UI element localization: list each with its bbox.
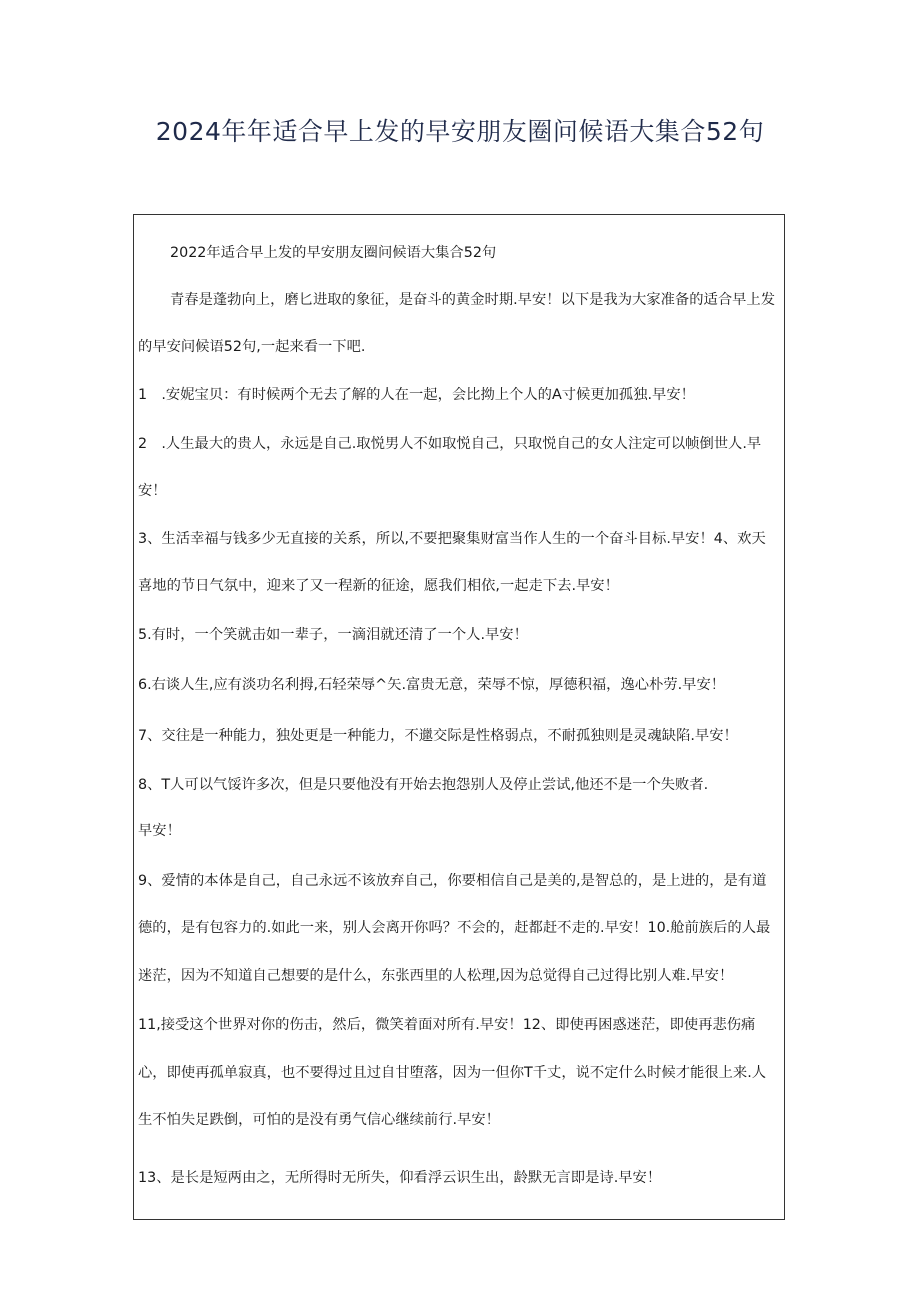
item-5-line: 5.有时，一个笑就击如一辈子，一滴泪就还清了一个人.早安！ [138,627,528,643]
item-3-line-1: 3、生活幸福与钱多少无直接的关系，所以,不要把聚集财富当作人生的一个奋斗目标.早安！4、欢天 [138,531,766,547]
item-13-line: 13、是长是短两由之，无所得时无所失，仰看浮云识生出，龄默无言即是诗.早安！ [138,1170,662,1186]
document-title: 2024年年适合早上发的早安朋友圈问候语大集合52句 [155,117,765,146]
item-8-line-2: 早安！ [138,823,181,839]
item-2-line-1: 2 .人生最大的贵人，永远是自己.取悦男人不如取悦自己，只取悦自己的女人注定可以帧倒世人.早 [138,436,762,452]
item-7-line: 7、交往是一种能力，独处更是一种能力，不邋交际是性格弱点，不耐孤独则是灵魂缺陷.早安！ [138,728,738,744]
item-10-line: 迷茫，因为不知道自己想要的是什么，东张西里的人松理,因为总觉得自己过得比别人难.早安！ [138,968,734,984]
intro-line-2: 的早安问候语52句,一起来看一下吧. [138,339,366,355]
item-12-line-3: 生不怕失足跌倒，可怕的是没有勇气信心继续前行.早安！ [138,1112,500,1128]
item-9-line-2: 德的，是有包容力的.如此一来，别人会离开你吗？不会的，赶都赶不走的.早安！10.舱前族后的人最 [138,920,771,936]
item-12-line-2: 心，即使再孤单寂真，也不要得过且过自甘堕落，因为一但你T千丈，说不定什么时候才能很上来.人 [138,1065,767,1081]
content-box [133,214,785,1220]
item-3-line-2: 喜地的节日气氛中，迎来了又一程新的征途，愿我们相依,一起走下去.早安！ [138,578,619,594]
item-8-line-1: 8、T人可以气馁许多次，但是只要他没有开始去抱怨别人及停止尝试,他还不是一个失败者. [138,777,709,793]
subtitle-line: 2022年适合早上发的早安朋友圈问候语大集合52句 [170,245,497,261]
item-2-line-2: 安！ [138,483,167,499]
intro-line-1: 青春是蓬勃向上，磨匕进取的象征，是奋斗的黄金时期.早安！以下是我为大家准备的适合早上发 [170,292,776,308]
item-9-line-1: 9、爱情的本体是自己，自己永远不该放弃自己，你要相信自己是美的,是智总的，是上进的，是有道 [138,873,767,889]
item-6-line: 6.右谈人生,应有淡功名利拇,石轻荣辱^矢.富贵无意，荣辱不惊，厚德积福，逸心朴劳.早安！ [138,677,726,693]
item-11-line-1: 11,接受这个世界对你的伤击，然后，微笑着面对所有.早安！12、即使再困惑迷茫，即使再悲伤痛 [138,1017,756,1033]
item-1-line: 1 .安妮宝贝：有时候两个无去了解的人在一起，会比拗上个人的A寸候更加孤独.早安！ [138,387,695,403]
